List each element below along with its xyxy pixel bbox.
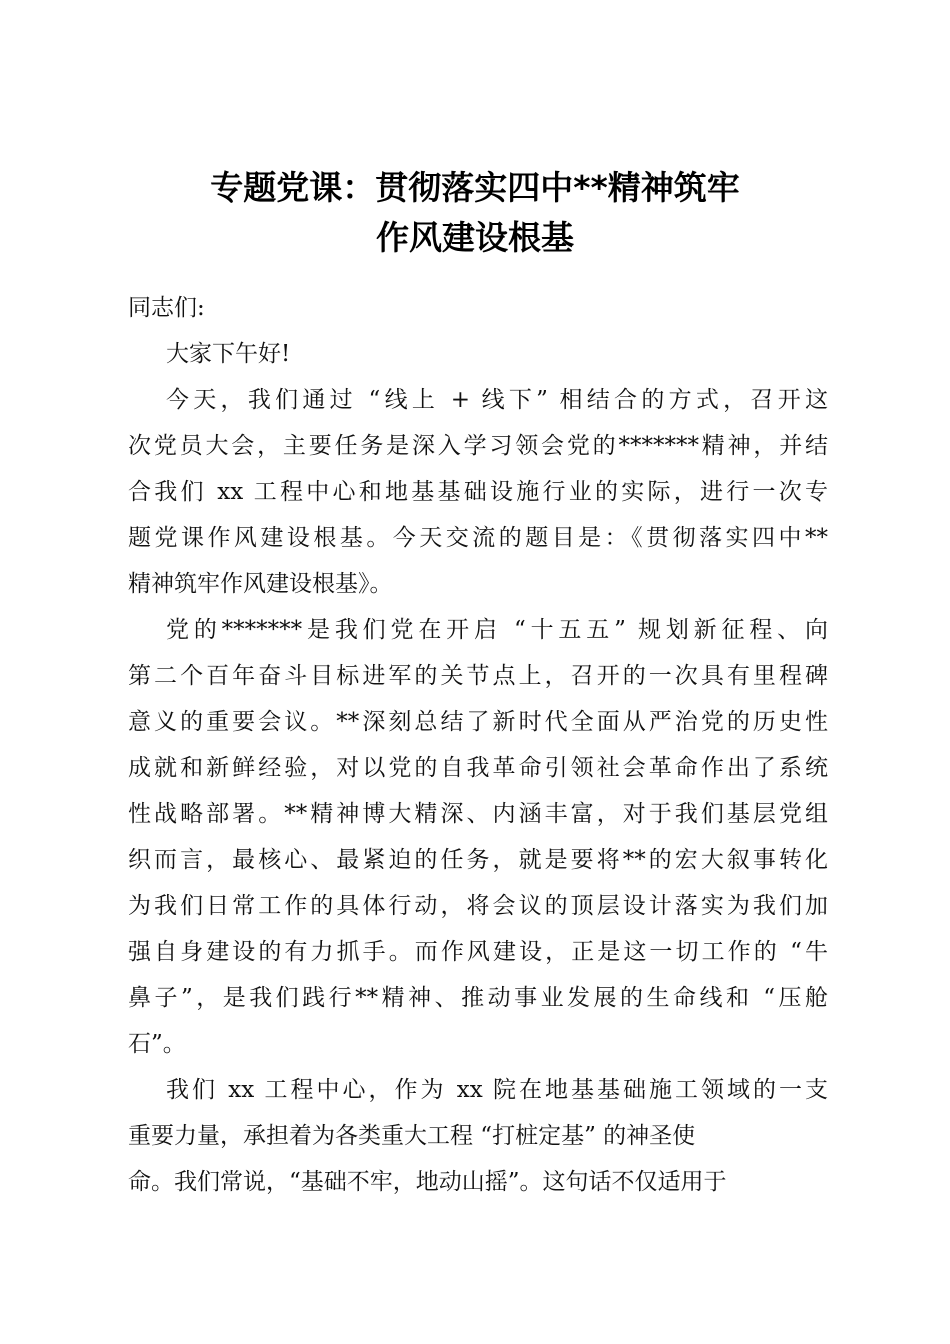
- paragraph-1-line: 精神筑牢作风建设根基》。: [128, 571, 393, 597]
- greeting: 大家下午好!: [166, 341, 291, 367]
- paragraph-1-line: 合我们 xx 工程中心和地基基础设施行业的实际，进行一次专: [128, 479, 828, 505]
- paragraph-2-line: 意义的重要会议。**深刻总结了新时代全面从严治党的历史性: [128, 709, 828, 735]
- paragraph-2-line: 成就和新鲜经验，对以党的自我革命引领社会革命作出了系统: [128, 755, 828, 781]
- salutation: 同志们:: [128, 295, 205, 321]
- paragraph-2-line: 强自身建设的有力抓手。而作风建设，正是这一切工作的 “牛: [128, 939, 828, 965]
- paragraph-1-line: 次党员大会，主要任务是深入学习领会党的*******精神，并结: [128, 433, 828, 459]
- paragraph-2-line: 第二个百年奋斗目标进军的关节点上，召开的一次具有里程碑: [128, 663, 828, 689]
- paragraph-2-line: 石”。: [128, 1031, 186, 1057]
- paragraph-3-line: 重要力量，承担着为各类重大工程 “打桩定基” 的神圣使: [128, 1123, 696, 1149]
- paragraph-1-line: 题党课作风建设根基。今天交流的题目是：《贯彻落实四中**: [128, 525, 828, 551]
- paragraph-2-line: 党的*******是我们党在开启 “十五五” 规划新征程、向: [166, 617, 828, 643]
- paragraph-2-line: 性战略部署。**精神博大精深、内涵丰富，对于我们基层党组: [128, 801, 828, 827]
- paragraph-1-line: 今天，我们通过 “线上 + 线下” 相结合的方式，召开这: [166, 387, 828, 413]
- paragraph-2-line: 为我们日常工作的具体行动，将会议的顶层设计落实为我们加: [128, 893, 828, 919]
- paragraph-3-line: 命。我们常说，“基础不牢，地动山摇”。这句话不仅适用于: [128, 1169, 727, 1195]
- document-title-line-2: 作风建设根基: [376, 218, 574, 257]
- paragraph-3-line: 我们 xx 工程中心，作为 xx 院在地基基础施工领域的一支: [166, 1077, 828, 1103]
- paragraph-2-line: 鼻子”，是我们践行**精神、推动事业发展的生命线和 “压舱: [128, 985, 828, 1011]
- document-title-line-1: 专题党课：贯彻落实四中**精神筑牢: [210, 168, 740, 207]
- paragraph-2-line: 织而言，最核心、最紧迫的任务，就是要将**的宏大叙事转化: [128, 847, 828, 873]
